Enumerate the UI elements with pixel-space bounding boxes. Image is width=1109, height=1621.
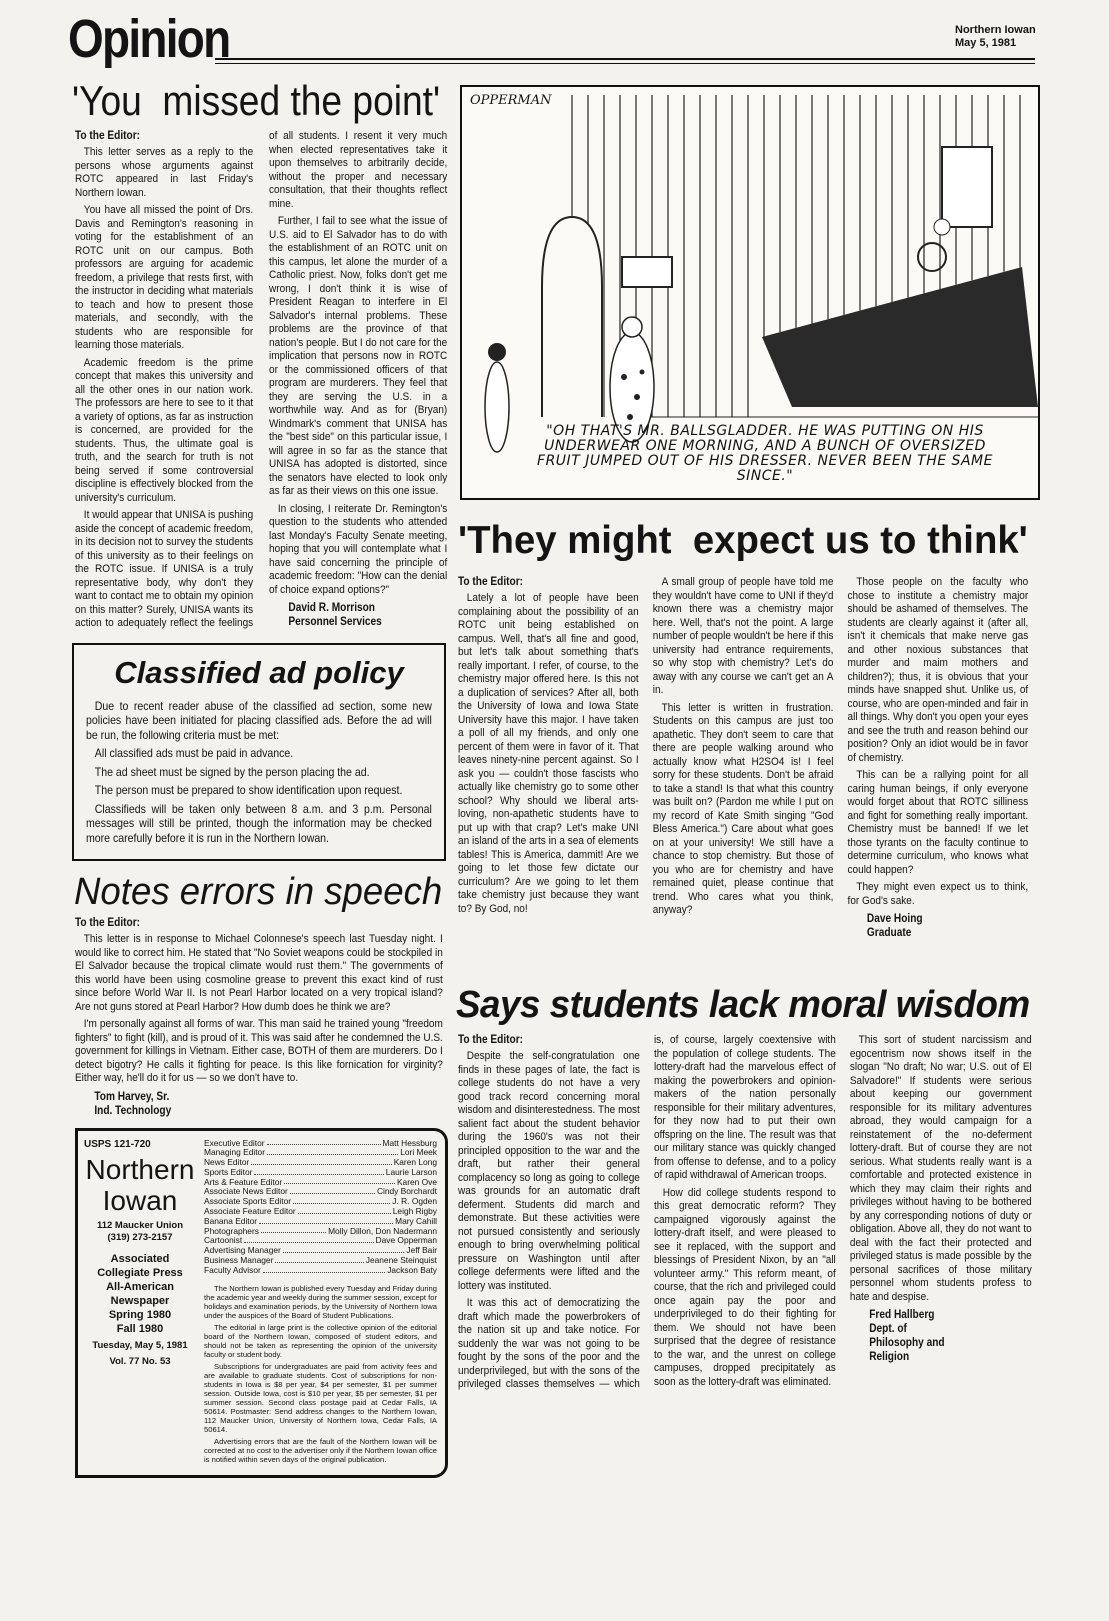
paragraph: This can be a rallying point for all caring human beings, if only everyone would forget about that ROTC silliness and fight for something really important. Chemistry must be banned! If we let those tyrants on the faculty continue to determine curriculum, who knows what could happen? — [847, 769, 1029, 876]
signature-line: Dept. of — [869, 1323, 907, 1335]
article-expect-think — [458, 576, 1028, 940]
staff-role: News Editor — [204, 1157, 250, 1168]
paragraph: It would appear that UNISA is pushing aside the concept of academic freedom, in its decision not to survey the students of this university as to their feelings on the ROTC issue. If UNISA is a truly representative body, why don't they want to contact me to obtain my opinion on this matter? Surely, UNISA wants its action to adequately reflect the feelings of all students. I resent it very much when elected representatives take it upon themselves to arbitrarily decide, without the proper and necessary consultation, that their thoughts reflect mine. — [75, 130, 448, 629]
masthead-box — [75, 1128, 448, 1478]
classified-paragraph: The person must be prepared to show identification upon request. — [94, 783, 403, 797]
staff-role: Photographers — [204, 1225, 259, 1236]
signature-line: Fred Hallberg — [869, 1309, 935, 1321]
dot-leader — [254, 1168, 383, 1175]
salutation: To the Editor: — [75, 917, 141, 929]
paragraph: How did college students respond to this great democratic reform? They campaigned vigorously against the lottery-draft itself, and were pleased to see it replaced, with the support and blessings of President Nixon, by an "all volunteer army." This reform meant, of course, that the rich and privileged could once again pay the poor and underprivileged to do their fighting for them. We should not have been surprised that the degree of resistance to the war, and the unrest on college campuses, dropped precipitately as soon as the lottery-draft was eliminated. — [653, 1186, 836, 1388]
paragraph: It was this act of democratizing the draft which made the powerbrokers of the nation sit up and take notice. For suddenly the war was not going to be fought by the sons of the poor and the underprivileged, but with the sons of the privileged classes themselves — which is, of course, largely coextensive with the population of college students. The lottery-draft had the marvelous effect of making the powerbrokers and opinion-makers of the nation personally responsible for their military adventures, for they now had to put their own offspring on the line. The result was that our military stance was quickly changed from offense to defense, and to a policy of rapid withdrawal of American troops. — [458, 1034, 836, 1390]
paragraph: You have all missed the point of Drs. Davis and Remington's reasoning in voting for the establishment of an ROTC unit on our campus. Both professors are arguing for academic freedom, a privilege that rests first, with the instructor in deciding what materials to teach and how to present those materials, and secondly, with the students who are responsible for learning those materials. — [75, 204, 254, 351]
paper-header — [955, 24, 1036, 50]
signature-line: Philosophy and — [869, 1337, 945, 1349]
masthead-left — [84, 1139, 196, 1467]
signature-line: Religion — [869, 1351, 910, 1363]
paragraph: This letter is written in frustration. Students on this campus are just too apathetic. They don't seem to care that there are people walking around who actually know what H2SO4 is! I feel sorry for these students. Don't be afraid to take a stand! Is that what this country was built on? (Pardon me while I put on my record of Kate Smith singing "God Bless America.") Care about what goes on at your university! We still have a chance to stop chemistry. But those of you who are for chemistry and have remained quiet, please continue that trend. Who cares what you think, anyway? — [652, 701, 834, 916]
signature-line: Graduate — [866, 927, 912, 939]
paragraph: Lately a lot of people have been complaining about the possibility of an ROTC unit being established on campus. Well, that's all fine and good, but let's talk about something that's really important. I refer, of course, to the chemistry major offered here. Is this not a duplication of services? After all, both the University of Iowa and Iowa State University have this major. I have taken a poll of all my friends, and only one percent of them were in favor of it. That leaves ninety-nine percent against. So I ask you — couldn't those fascists who actually like chemistry go to some other school? Why should we liberal arts-loving, non-apathetic students have to put up with that crap? Let's make UNI an island of the arts in a sea of elements tables! This is America, dammit! Are we going to let those few dictate our curriculum? Are we going to let them take chemistry just because they want to? By God, no! — [458, 592, 639, 915]
classified-paragraph: Classifieds will be taken only between 8 a.m. and 3 p.m. Personal messages will still be printed, though the information may be checked more carefully before it is run in the Northern Iowan. — [86, 801, 432, 845]
classified-body — [86, 699, 432, 846]
dot-leader — [267, 1139, 381, 1146]
salutation: To the Editor: — [458, 1034, 524, 1046]
staff-name: Jeff Bair — [406, 1245, 437, 1256]
masthead-name-1: Northern — [85, 1153, 195, 1185]
dot-leader — [263, 1266, 385, 1273]
dot-leader — [267, 1148, 398, 1155]
headline-missed-point: 'You missed the point' — [72, 77, 441, 124]
staff-name: Leigh Rigby — [392, 1206, 437, 1217]
volume: Vol. 77 No. 53 — [109, 1355, 171, 1367]
award-line: Spring 1980 — [108, 1308, 172, 1321]
staff-name: Dave Opperman — [375, 1235, 437, 1246]
signature-line: Tom Harvey, Sr. — [94, 1090, 170, 1103]
paper-name: Northern Iowan — [955, 24, 1036, 36]
classified-paragraph: All classified ads must be paid in advance. — [94, 746, 294, 760]
staff-list — [204, 1139, 437, 1276]
paragraph: This sort of student narcissism and egocentrism now shows itself in the slogan "No draft; No war; U.S. out of El Salvadore!" If students were serious about keeping our government responsible for its military adventures abroad, they would campaign for a reinstatement of the no-deferment lottery-draft. But of course they are not serious. What students really want is a comfortable and protected existence in which they may claim their rights and privileges without having to be bothered by any corresponding notions of duty or obligation. Above all, they do not want to deal with the fact their protected and privileged status is made possible by the personal sacrifices of those military personnel whom students profess to hate and despise. — [849, 1034, 1032, 1303]
paragraph: This letter serves as a reply to the persons whose arguments against ROTC appeared in last Friday's Northern Iowan. — [75, 146, 254, 199]
classified-paragraph: Due to recent reader abuse of the classified ad section, some new policies have been initiated for placing classified ads. Before the ad will be run, the following criteria must be met: — [86, 698, 432, 742]
award-line: Fall 1980 — [116, 1322, 164, 1335]
staff-name: Laurie Larson — [385, 1166, 437, 1177]
signature — [75, 1090, 443, 1118]
award-line: Collegiate Press — [97, 1266, 183, 1279]
notice-paragraph: The Northern Iowan is published every Tuesday and Friday during the academic year and weekly during the summer session, except for holidays and examination periods, by the University of Northern Iowa under the auspices of the Board of Student Publications. — [204, 1283, 437, 1320]
staff-name: Lori Meek — [400, 1147, 437, 1158]
staff-role: Executive Editor — [204, 1137, 265, 1148]
staff-role: Associate Feature Editor — [204, 1206, 296, 1217]
paragraph: Academic freedom is the prime concept that makes this university and all the other ones in our nation work. The professors are here to see to it that a variety of options, as far as instruction is concerned, are provided for the students. Thus, the ultimate goal is truth, and the search for truth is not being served if some controversial discipline is effectively blocked from the university's curriculum. — [75, 356, 254, 504]
dot-leader — [261, 1227, 326, 1234]
usps-number: USPS 121-720 — [84, 1138, 151, 1150]
article-missed-point — [75, 130, 447, 631]
headline-notes-errors: Notes errors in speech — [74, 871, 443, 913]
staff-role: Cartoonist — [204, 1235, 243, 1246]
masthead-right — [204, 1139, 437, 1467]
paper-date: May 5, 1981 — [955, 37, 1017, 49]
staff-role: Associate Sports Editor — [204, 1196, 292, 1207]
header-rule — [215, 63, 1035, 64]
paragraph: Despite the self-congratulation one finds in these pages of late, the fact is college students do not have a very good track record concerning moral wisdom and disinterestedness. The most salient fact about the student behavior during the 1960's was not their principled opposition to the war and the draft, but rather their general complacency so long as going to college was grounds for an automatic draft deferment. Students did march and demonstrate. But these activities were not pursued consistently and seriously enough to bring overwhelming political pressure on Washington until after college deferments were lifted and the lottery was instituted. — [458, 1050, 640, 1292]
section-title: Opinion — [68, 9, 230, 69]
staff-name: Jeanene Steinquist — [365, 1255, 437, 1266]
paragraph: In closing, I reiterate Dr. Remington's question to the students who attended last Monday's Faculty Senate meeting, hoping that you will contemplate what I have said concerning the principle of academic freedom: "How can the denial of choice expand options?" — [269, 502, 448, 596]
headline-moral-wisdom: Says students lack moral wisdom — [456, 984, 1030, 1026]
classified-ad-policy-box — [72, 643, 446, 862]
dot-leader — [244, 1236, 373, 1243]
dot-leader — [298, 1207, 391, 1214]
dot-leader — [293, 1197, 390, 1204]
award-line: All-American — [106, 1280, 174, 1293]
cartoonist-signature: OPPERMAN — [470, 93, 552, 108]
phone: (319) 273-2157 — [107, 1231, 173, 1243]
dot-leader — [290, 1187, 375, 1194]
staff-name: Cindy Borchardt — [376, 1186, 437, 1197]
cartoon-caption: "OH THAT'S MR. BALLSGLADDER. HE WAS PUTTING ON HIS UNDERWEAR ONE MORNING, AND A BUNCH OF OVERSIZED FRUIT JUMPED OUT OF HIS DRESSER. NEVER BEEN THE SAME SINCE." — [537, 423, 993, 484]
staff-name: Matt Hessburg — [382, 1137, 437, 1148]
staff-role: Arts & Feature Editor — [204, 1176, 283, 1187]
paragraph: Further, I fail to see what the issue of U.S. aid to El Salvador has to do with the establishment of an ROTC unit on this campus, let alone the murder of a Catholic priest. Now, folks don't get me wrong, I don't think it is wise of President Reagan to interfere in El Salvador's internal problems. These problems are the province of that nation's people. But I do not care for the implication that persons now in ROTC or the commissioned officers of that program are murderers. They feel that they are serving the U.S. in a worthwhile way. And as for (Bryan) Windmark's comment that UNISA has the "best side" on this particular issue, I will agree in so far as the stance that UNISA has adopted is distorted, since the senators have elected to look only as far as their views on this one issue. — [269, 215, 448, 497]
award-line: Associated — [110, 1252, 170, 1265]
awards — [84, 1252, 196, 1336]
dot-leader — [283, 1246, 405, 1253]
paragraph: This letter is in response to Michael Colonnese's speech last Tuesday night. I would like to correct him. He stated that "No Soviet weapons could be stockpiled in El Salvador because the tropical climate would rust them." The governments of this world have been using cosmoline grease to prevent this exact kind of rust since before World War II. Is not Pearl Harbor located on a very tropical island? Are not guns stored at Pearl Harbor? How dumb does he think we are? — [75, 933, 443, 1013]
signature-line: Dave Hoing — [866, 913, 923, 925]
salutation: To the Editor: — [75, 130, 141, 142]
signature — [269, 601, 447, 629]
dot-leader — [259, 1217, 393, 1224]
masthead-name-2: Iowan — [102, 1184, 178, 1216]
signature-line: Ind. Technology — [94, 1104, 172, 1117]
paragraph: Those people on the faculty who chose to institute a chemistry major should be ashamed of themselves. The students are clearly against it (after all, isn't it chemicals that make nerve gas and other noxious substances that murder and maim mothers and children?); thus, it is obvious that your minds have snapped shut. Unlike us, of course, who are open-minded and fair in all things. Why don't you open your eyes and see the truth and reason behind our position? Only an idiot would be in favor of chemistry. — [847, 576, 1029, 764]
staff-role: Banana Editor — [204, 1215, 258, 1226]
paragraph: They might even expect us to think, for God's sake. — [847, 881, 1029, 907]
headline-expect-think: 'They might expect us to think' — [458, 519, 1028, 562]
notice-paragraph: Subscriptions for undergraduates are paid from activity fees and are available to graduate students. Cost of subscriptions for non-students in Iowa is $8 per year, $4 per semester, $1 per summer session. Outside Iowa, cost is $10 per year, $5 per semester, $1 per summer session. Second class postage paid at Cedar Falls, IA 50614. Postmaster: Send address changes to the Northern Iowan, 112 Maucker Union, University of Northern Iowa, Cedar Falls, IA 50614. — [204, 1361, 437, 1434]
paragraph: I'm personally against all forms of war. This man said he trained young "freedom fighters" to fight (kill), and is proud of it. This was said after he condemned the U.S. government for killings in Vietnam. Either case, BOTH of them are murderers. Do I detect bigotry? He calls it fighting for peace. Is this like fornication for virginity? Either way, he'll do it for us — so we don't have to. — [75, 1018, 443, 1084]
dot-leader — [251, 1158, 392, 1165]
award-line: Newspaper — [110, 1294, 170, 1307]
dot-leader — [284, 1178, 395, 1185]
staff-role: Business Manager — [204, 1255, 274, 1266]
notice-paragraph: Advertising errors that are the fault of the Northern Iowan will be corrected at no cost to the advertiser only if the Northern Iowan office is notified within seven days of the original publication. — [204, 1436, 437, 1464]
editorial-cartoon — [460, 85, 1040, 500]
issue-date: Tuesday, May 5, 1981 — [92, 1339, 188, 1351]
staff-role: Associate News Editor — [204, 1186, 288, 1197]
classified-title: Classified ad policy — [114, 654, 404, 690]
article-notes-errors — [75, 917, 443, 1118]
signature — [848, 912, 1029, 940]
classified-paragraph: The ad sheet must be signed by the person placing the ad. — [94, 764, 370, 779]
paragraph: A small group of people have told me they wouldn't have come to UNI if they'd known there was a chemistry major here. Well, that's not the point. A large number of people wouldn't be here if this university had entrance requirements, so why stop with chemistry? Let's do away with any course we can't get an A in. — [652, 576, 834, 696]
signature — [850, 1308, 1032, 1364]
notices — [204, 1284, 437, 1464]
staff-name: J. R. Ogden — [392, 1196, 437, 1207]
signature-line: Personnel Services — [288, 616, 382, 628]
address: 112 Maucker Union — [96, 1219, 184, 1231]
staff-name: Mary Cahill — [395, 1215, 437, 1226]
staff-name: Karen Long — [393, 1157, 437, 1168]
staff-role: Managing Editor — [204, 1147, 265, 1158]
staff-name: Jackson Baty — [387, 1264, 437, 1275]
dot-leader — [275, 1256, 363, 1263]
salutation: To the Editor: — [458, 576, 524, 588]
header-rule — [215, 58, 1035, 60]
staff-role: Faculty Advisor — [204, 1264, 261, 1275]
staff-name: Molly Dillon, Don Nadermann — [328, 1225, 437, 1236]
staff-row — [204, 1266, 437, 1276]
article-moral-wisdom — [458, 1034, 1032, 1392]
staff-role: Advertising Manager — [204, 1245, 281, 1256]
staff-name: Karen Ove — [396, 1176, 437, 1187]
notice-paragraph: The editorial in large print is the collective opinion of the editorial board of the Northern Iowan, composed of student editors, and should not be taken as representing the opinion of the university faculty or student body. — [204, 1322, 437, 1359]
staff-role: Sports Editor — [204, 1166, 253, 1177]
signature-line: David R. Morrison — [288, 602, 375, 614]
